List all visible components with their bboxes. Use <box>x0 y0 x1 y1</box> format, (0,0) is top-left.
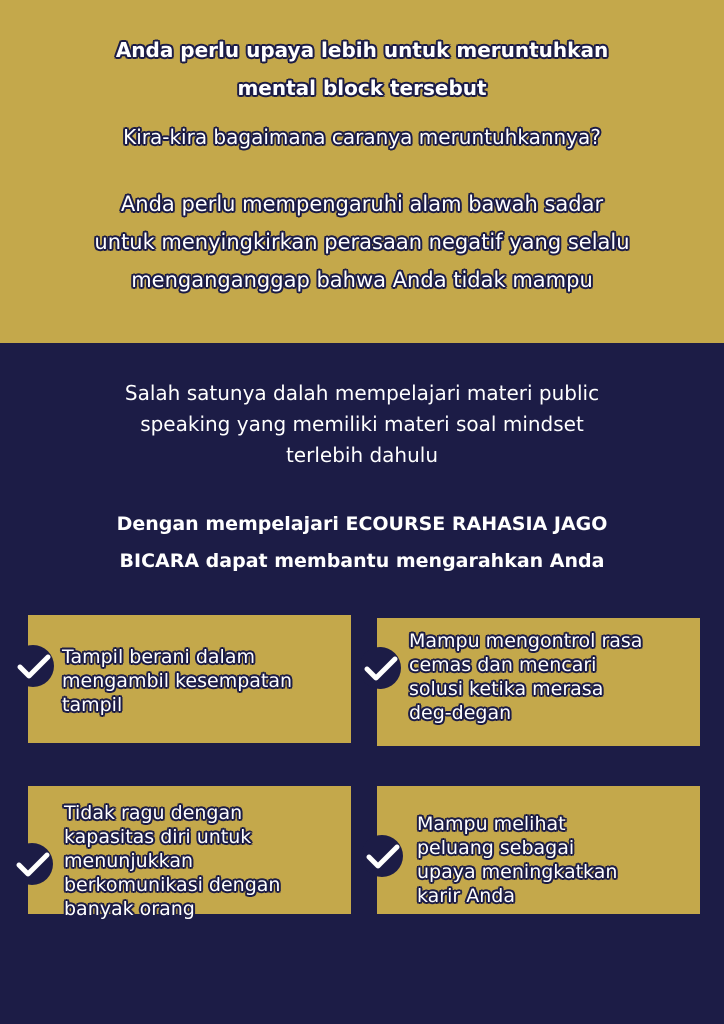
intro-line-1: Salah satunya dalah mempelajari materi public <box>124 381 600 405</box>
intro-line-3: terlebih dahulu <box>285 443 439 467</box>
benefit-card-3 <box>28 786 351 920</box>
benefit-card-1-text <box>62 645 292 717</box>
benefit-card-4-line-4: karir Anda <box>417 885 515 907</box>
heading-line-1: Anda perlu upaya lebih untuk meruntuhkan <box>115 38 609 62</box>
check-icon <box>358 646 402 690</box>
benefit-card-1-line-1: Tampil berani dalam <box>62 646 255 668</box>
benefit-card-1-line-3: tampil <box>62 694 123 716</box>
paragraph-line-2: untuk menyingkirkan perasaan negatif yang selalu <box>94 230 630 254</box>
benefit-card-3-line-4: berkomunikasi dengan <box>64 874 281 896</box>
check-icon <box>360 834 404 878</box>
heading-line-2: mental block tersebut <box>237 76 487 100</box>
benefit-card-1-line-2: mengambil kesempatan <box>62 670 293 692</box>
benefit-card-3-line-2: kapasitas diri untuk <box>64 826 252 848</box>
benefit-card-4-line-3: upaya meningkatkan <box>417 861 618 883</box>
benefit-card-4-line-1: Mampu melihat <box>417 813 566 835</box>
benefit-card-2-line-2: cemas dan mencari <box>409 654 597 676</box>
ecourse-heading-line-1: Dengan mempelajari ECOURSE RAHASIA JAGO <box>116 513 608 535</box>
benefit-card-3-line-5: banyak orang <box>64 898 195 920</box>
benefit-card-3-line-3: menunjukkan <box>64 850 194 872</box>
benefit-card-2-text <box>409 629 642 725</box>
ecourse-heading-line-2: BICARA dapat membantu mengarahkan Anda <box>119 550 605 572</box>
paragraph-line-3: menganganggap bahwa Anda tidak mampu <box>131 268 593 292</box>
paragraph-line-1: Anda perlu mempengaruhi alam bawah sadar <box>120 192 604 216</box>
benefit-card-4-text <box>417 812 617 908</box>
benefit-card-4 <box>377 786 700 914</box>
benefit-card-2 <box>377 618 700 746</box>
benefit-card-3-text <box>64 801 280 921</box>
benefit-card-2-line-4: deg-degan <box>409 702 512 724</box>
check-icon <box>11 644 55 688</box>
benefit-card-4-line-2: peluang sebagai <box>417 837 575 859</box>
benefit-card-2-line-3: solusi ketika merasa <box>409 678 604 700</box>
benefit-card-2-line-1: Mampu mengontrol rasa <box>409 630 643 652</box>
check-icon <box>10 842 54 886</box>
question-text: Kira-kira bagaimana caranya meruntuhkannya? <box>123 125 601 149</box>
benefit-card-1 <box>28 615 351 743</box>
top-section <box>0 0 724 343</box>
intro-line-2: speaking yang memiliki materi soal mindset <box>140 412 584 436</box>
benefit-card-3-line-1: Tidak ragu dengan <box>64 802 243 824</box>
